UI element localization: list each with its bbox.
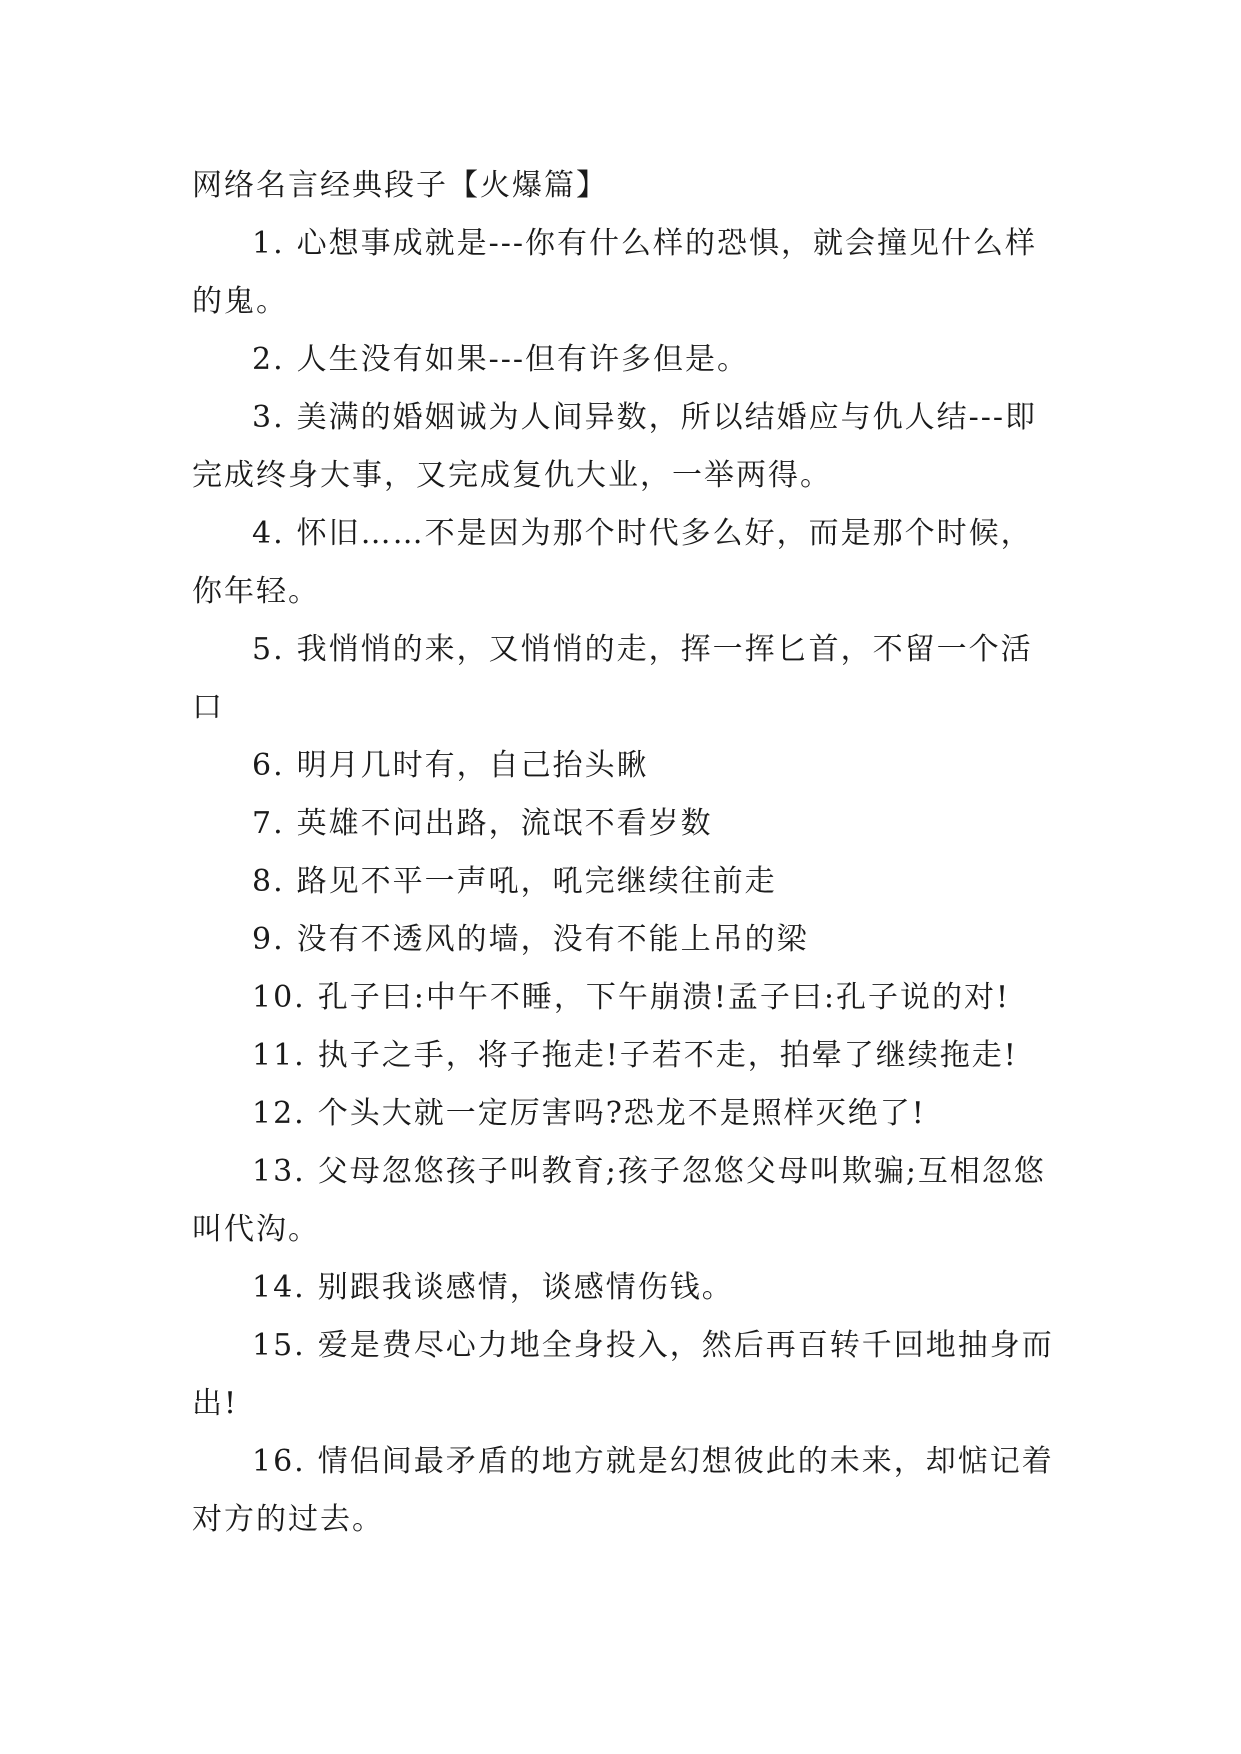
item-text: 别跟我谈感情，谈感情伤钱。	[317, 1270, 734, 1305]
item-number: 14.	[252, 1270, 306, 1305]
item-text: 路见不平一声吼，吼完继续往前走	[296, 864, 777, 899]
item-text: 爱是费尽心力地全身投入，然后再百转千回地抽身而出!	[192, 1328, 1054, 1421]
item-text: 怀旧……不是因为那个时代多么好，而是那个时候，你年轻。	[192, 516, 1033, 609]
item-number: 6.	[252, 748, 285, 783]
list-item	[192, 1027, 1062, 1085]
document-body	[192, 157, 1062, 1549]
list-item	[192, 215, 1062, 331]
item-text: 心想事成就是---你有什么样的恐惧，就会撞见什么样的鬼。	[192, 226, 1038, 319]
list-item	[192, 737, 1062, 795]
list-item	[192, 795, 1062, 853]
list-item	[192, 389, 1062, 505]
item-number: 9.	[252, 922, 285, 957]
item-number: 13.	[252, 1154, 306, 1189]
item-number: 5.	[252, 632, 285, 667]
item-text: 父母忽悠孩子叫教育;孩子忽悠父母叫欺骗;互相忽悠叫代沟。	[192, 1154, 1046, 1247]
item-text: 美满的婚姻诚为人间异数，所以结婚应与仇人结---即完成终身大事，又完成复仇大业，一举两得。	[192, 400, 1038, 493]
item-text: 明月几时有，自己抬头瞅	[296, 748, 649, 783]
item-number: 8.	[252, 864, 285, 899]
item-number: 3.	[252, 400, 285, 435]
list-item	[192, 621, 1062, 737]
item-text: 情侣间最矛盾的地方就是幻想彼此的未来，却惦记着对方的过去。	[192, 1444, 1054, 1537]
item-text: 我悄悄的来，又悄悄的走，挥一挥匕首，不留一个活口	[192, 632, 1033, 725]
list-item	[192, 1433, 1062, 1549]
document-title: 网络名言经典段子【火爆篇】	[192, 168, 608, 203]
list-item	[192, 969, 1062, 1027]
item-text: 没有不透风的墙，没有不能上吊的梁	[296, 922, 809, 957]
list-item	[192, 853, 1062, 911]
list-item	[192, 1259, 1062, 1317]
list-item	[192, 1085, 1062, 1143]
item-number: 16.	[252, 1444, 306, 1479]
item-number: 2.	[252, 342, 285, 377]
item-text: 孔子曰:中午不睡，下午崩溃!孟子曰:孔子说的对!	[317, 980, 1011, 1015]
list-item	[192, 1317, 1062, 1433]
list-item	[192, 505, 1062, 621]
item-number: 7.	[252, 806, 285, 841]
item-text: 人生没有如果---但有许多但是。	[296, 342, 750, 377]
item-number: 11.	[252, 1038, 306, 1073]
list-item	[192, 1143, 1062, 1259]
item-number: 12.	[252, 1096, 306, 1131]
item-text: 英雄不问出路，流氓不看岁数	[296, 806, 713, 841]
item-text: 个头大就一定厉害吗?恐龙不是照样灭绝了!	[317, 1096, 926, 1131]
item-number: 10.	[252, 980, 306, 1015]
list-item	[192, 911, 1062, 969]
item-number: 4.	[252, 516, 285, 551]
item-text: 执子之手，将子拖走!子若不走，拍晕了继续拖走!	[317, 1038, 1018, 1073]
list-item	[192, 331, 1062, 389]
item-number: 1.	[252, 226, 285, 261]
item-number: 15.	[252, 1328, 306, 1363]
